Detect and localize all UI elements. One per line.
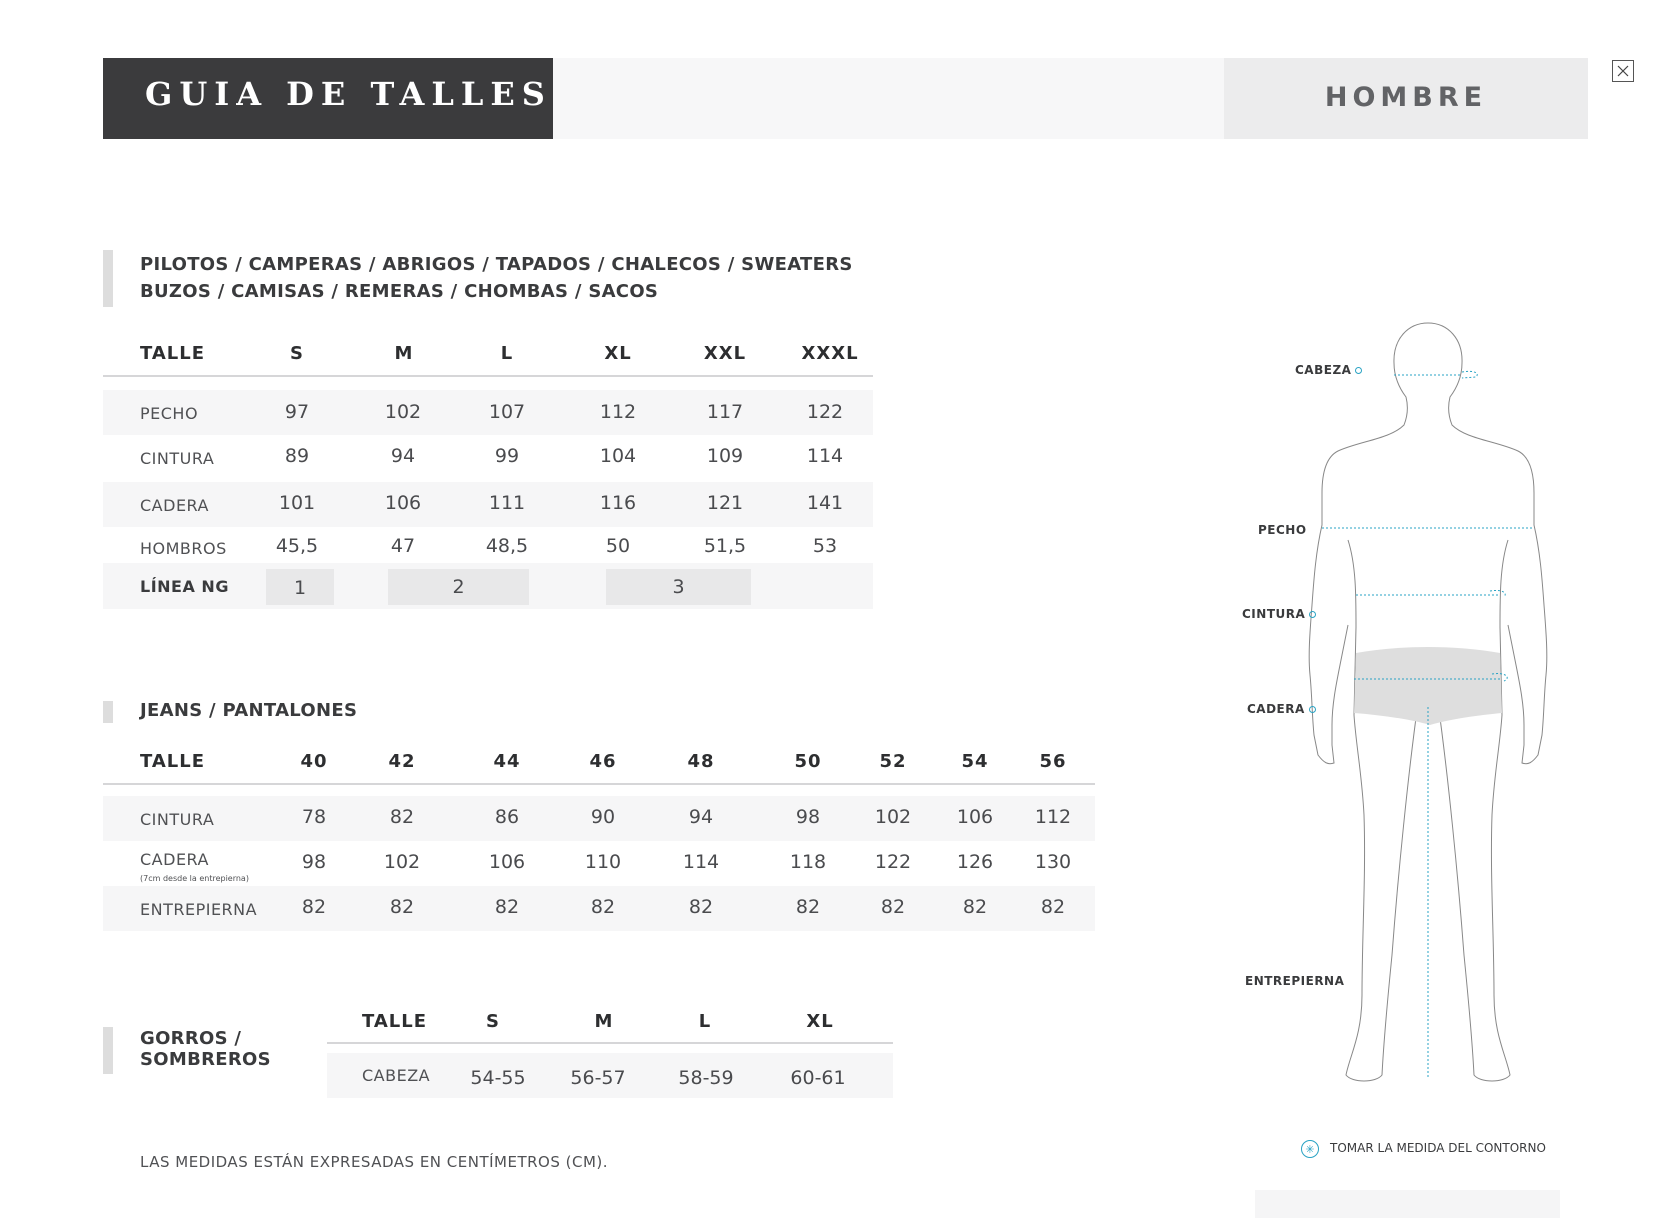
row-label: CABEZA [362, 1066, 431, 1085]
table-cell: 98 [795, 806, 821, 828]
table-cell: 82 [1040, 896, 1066, 918]
section-heading: SOMBREROS [140, 1049, 271, 1070]
section-heading: BUZOS / CAMISAS / REMERAS / CHOMBAS / SACOS [140, 281, 659, 302]
gender-label: HOMBRE [1324, 82, 1488, 113]
close-button[interactable] [1612, 60, 1634, 82]
column-header: L [698, 1011, 712, 1032]
column-header: 52 [879, 751, 907, 772]
table-cell: 45,5 [275, 535, 319, 557]
table-cell: 47 [390, 535, 416, 557]
legend-text: TOMAR LA MEDIDA DEL CONTORNO [1330, 1141, 1546, 1155]
table-cell: 109 [706, 445, 744, 467]
units-footnote: LAS MEDIDAS ESTÁN EXPRESADAS EN CENTÍMETROS (CM). [140, 1153, 609, 1171]
table-cell: 122 [874, 851, 912, 873]
table-cell: 102 [384, 401, 422, 423]
table-cell: 82 [590, 896, 616, 918]
column-header: 50 [794, 751, 822, 772]
close-icon [1617, 65, 1629, 77]
figure-label-pecho: PECHO [1258, 523, 1307, 537]
linea-ng-group: 3 [606, 569, 751, 605]
table-cell: 122 [806, 401, 844, 423]
section-marker [103, 250, 113, 307]
table-cell: 82 [962, 896, 988, 918]
table-cell: 82 [389, 806, 415, 828]
table-cell: 114 [682, 851, 720, 873]
table-cell: 106 [384, 492, 422, 514]
table-cell: 82 [688, 896, 714, 918]
column-header: 42 [388, 751, 416, 772]
table-cell: 82 [795, 896, 821, 918]
figure-label-cabeza: CABEZA [1295, 363, 1362, 377]
table-cell: 106 [956, 806, 994, 828]
section-heading: JEANS / PANTALONES [140, 700, 358, 721]
section-heading: PILOTOS / CAMPERAS / ABRIGOS / TAPADOS / CHALECOS / SWEATERS [140, 254, 853, 275]
table-cell: 82 [494, 896, 520, 918]
column-header: 56 [1039, 751, 1067, 772]
column-header: 54 [961, 751, 989, 772]
table-cell: 90 [590, 806, 616, 828]
row-label: LÍNEA NG [140, 577, 229, 596]
column-header: S [290, 343, 304, 364]
column-header: TALLE [140, 751, 206, 772]
column-header: XXXL [801, 343, 859, 364]
header-rule [103, 375, 873, 377]
body-measurement-figure [1290, 315, 1570, 1110]
table-cell: 110 [584, 851, 622, 873]
table-cell: 141 [806, 492, 844, 514]
table-cell: 97 [284, 401, 310, 423]
column-header: 46 [589, 751, 617, 772]
section-marker [103, 701, 113, 723]
row-label: ENTREPIERNA [140, 900, 258, 919]
row-label: CADERA [140, 850, 209, 869]
column-header: 40 [300, 751, 328, 772]
table-cell: 89 [284, 445, 310, 467]
table-cell: 58-59 [678, 1067, 734, 1089]
linea-ng-group: 1 [266, 569, 334, 605]
table-cell: 60-61 [790, 1067, 846, 1089]
circle-marker-icon: ✳ [1301, 1140, 1319, 1158]
section-heading: GORROS / [140, 1028, 242, 1049]
row-label: CINTURA [140, 449, 215, 468]
table-cell: 101 [278, 492, 316, 514]
table-cell: 99 [494, 445, 520, 467]
table-cell: 104 [599, 445, 637, 467]
table-cell: 78 [301, 806, 327, 828]
row-label: CADERA [140, 496, 209, 515]
column-header: S [486, 1011, 500, 1032]
figure-label-entrepierna: ENTREPIERNA [1245, 974, 1345, 988]
table-cell: 126 [956, 851, 994, 873]
header-rule [327, 1042, 893, 1044]
bottom-panel [1255, 1190, 1560, 1218]
row-label: CINTURA [140, 810, 215, 829]
table-cell: 82 [301, 896, 327, 918]
table-cell: 107 [488, 401, 526, 423]
header-rule [103, 783, 1095, 785]
column-header: TALLE [362, 1011, 428, 1032]
figure-label-cintura: CINTURA [1242, 607, 1316, 621]
table-cell: 111 [488, 492, 526, 514]
table-cell: 117 [706, 401, 744, 423]
table-cell: 94 [390, 445, 416, 467]
table-cell: 82 [389, 896, 415, 918]
contour-marker-icon [1355, 367, 1362, 374]
page-title: GUIA DE TALLES [145, 75, 552, 113]
table-cell: 50 [605, 535, 631, 557]
table-cell: 121 [706, 492, 744, 514]
table-cell: 114 [806, 445, 844, 467]
table-cell: 54-55 [470, 1067, 526, 1089]
column-header: L [500, 343, 514, 364]
row-label: PECHO [140, 404, 199, 423]
table-cell: 94 [688, 806, 714, 828]
table-cell: 116 [599, 492, 637, 514]
linea-ng-group: 2 [388, 569, 529, 605]
section-marker [103, 1027, 113, 1074]
table-cell: 53 [812, 535, 838, 557]
table-cell: 51,5 [703, 535, 747, 557]
row-note: (7cm desde la entrepierna) [140, 874, 249, 883]
column-header: XL [604, 343, 632, 364]
table-cell: 112 [599, 401, 637, 423]
table-cell: 48,5 [485, 535, 529, 557]
column-header: XL [806, 1011, 834, 1032]
column-header: 48 [687, 751, 715, 772]
table-cell: 98 [301, 851, 327, 873]
table-cell: 86 [494, 806, 520, 828]
column-header: XXL [703, 343, 747, 364]
column-header: 44 [493, 751, 521, 772]
table-cell: 82 [880, 896, 906, 918]
table-cell: 102 [383, 851, 421, 873]
contour-marker-icon [1309, 611, 1316, 618]
table-cell: 56-57 [570, 1067, 626, 1089]
row-label: HOMBROS [140, 539, 227, 558]
contour-marker-icon [1309, 706, 1316, 713]
table-cell: 102 [874, 806, 912, 828]
column-header: M [594, 1011, 614, 1032]
table-cell: 112 [1034, 806, 1072, 828]
table-cell: 106 [488, 851, 526, 873]
table-cell: 118 [789, 851, 827, 873]
table-cell: 130 [1034, 851, 1072, 873]
column-header: M [394, 343, 414, 364]
figure-label-cadera: CADERA [1247, 702, 1316, 716]
column-header: TALLE [140, 343, 206, 364]
